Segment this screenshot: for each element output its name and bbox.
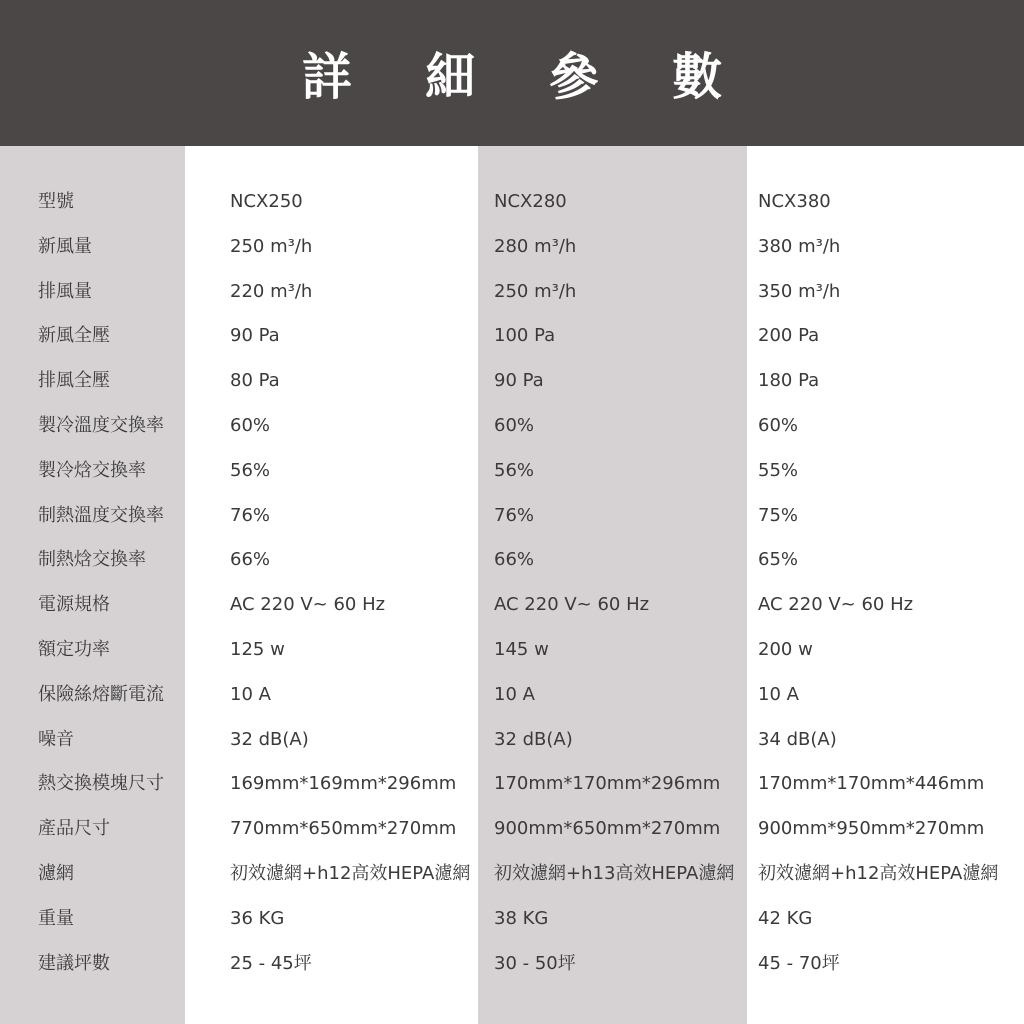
spec-value-model-b: 32 dB(A) [494, 728, 573, 750]
spec-row [0, 180, 1024, 225]
page-title: 詳 細 參 數 [301, 48, 751, 106]
spec-label: 建議坪數 [38, 952, 110, 974]
spec-value-model-a: 10 A [230, 683, 271, 705]
spec-value-model-a: 169mm*169mm*296mm [230, 773, 457, 795]
spec-value-model-b: 10 A [494, 683, 535, 705]
spec-label: 保險絲熔斷電流 [38, 683, 164, 705]
spec-value-model-a: AC 220 V~ 60 Hz [230, 594, 386, 616]
spec-value-model-c: 170mm*170mm*446mm [758, 773, 985, 795]
spec-label: 濾網 [38, 862, 74, 884]
spec-value-model-c: 55% [758, 459, 799, 481]
spec-value-model-a: 32 dB(A) [230, 728, 309, 750]
spec-value-model-c: AC 220 V~ 60 Hz [758, 594, 914, 616]
spec-row [0, 897, 1024, 942]
spec-value-model-b: 900mm*650mm*270mm [494, 818, 721, 840]
spec-row [0, 762, 1024, 807]
spec-value-model-b: 38 KG [494, 907, 549, 929]
spec-label: 熱交換模塊尺寸 [38, 773, 164, 795]
spec-label: 製冷溫度交換率 [38, 414, 164, 436]
spec-value-model-c: 380 m³/h [758, 235, 841, 257]
spec-value-model-a: 125 w [230, 638, 285, 660]
page-header [0, 0, 1024, 146]
spec-value-model-a: 66% [230, 549, 271, 571]
spec-label: 型號 [38, 191, 74, 212]
spec-value-model-c: 200 w [758, 638, 813, 660]
spec-value-model-c: 350 m³/h [758, 280, 841, 302]
spec-value-model-b: 初效濾網+h13高效HEPA濾網 [494, 862, 735, 884]
spec-label: 產品尺寸 [38, 818, 110, 840]
spec-row [0, 583, 1024, 628]
spec-table [0, 180, 1024, 986]
spec-row [0, 942, 1024, 987]
spec-row [0, 359, 1024, 404]
spec-label: 制熱溫度交換率 [38, 504, 164, 526]
spec-value-model-c: 45 - 70坪 [758, 952, 840, 974]
spec-label: 排風量 [38, 280, 92, 302]
spec-value-model-c: 65% [758, 549, 799, 571]
spec-row [0, 270, 1024, 315]
spec-value-model-b: 66% [494, 549, 535, 571]
spec-row [0, 852, 1024, 897]
spec-row [0, 449, 1024, 494]
spec-label: 噪音 [38, 728, 74, 750]
spec-label: 新風量 [38, 235, 92, 257]
spec-row [0, 314, 1024, 359]
spec-value-model-c: 42 KG [758, 907, 813, 929]
spec-value-model-b: 280 m³/h [494, 235, 577, 257]
spec-value-model-c: 初效濾網+h12高效HEPA濾網 [758, 862, 999, 884]
spec-value-model-c: NCX380 [758, 191, 831, 212]
spec-label: 電源規格 [38, 594, 110, 616]
spec-value-model-c: 180 Pa [758, 370, 820, 392]
spec-value-model-b: AC 220 V~ 60 Hz [494, 594, 650, 616]
spec-value-model-b: 76% [494, 504, 535, 526]
spec-value-model-a: 80 Pa [230, 370, 280, 392]
spec-row [0, 494, 1024, 539]
spec-label: 製冷焓交換率 [38, 459, 146, 481]
spec-value-model-a: 25 - 45坪 [230, 952, 312, 974]
spec-value-model-c: 34 dB(A) [758, 728, 837, 750]
spec-value-model-a: 250 m³/h [230, 235, 313, 257]
spec-label: 制熱焓交換率 [38, 549, 146, 571]
spec-row [0, 673, 1024, 718]
spec-row [0, 628, 1024, 673]
spec-value-model-a: NCX250 [230, 191, 303, 212]
spec-value-model-b: 90 Pa [494, 370, 544, 392]
spec-value-model-c: 10 A [758, 683, 799, 705]
spec-value-model-a: 220 m³/h [230, 280, 313, 302]
spec-value-model-b: NCX280 [494, 191, 567, 212]
spec-value-model-b: 145 w [494, 638, 549, 660]
spec-value-model-a: 56% [230, 459, 271, 481]
spec-value-model-a: 60% [230, 414, 271, 436]
spec-value-model-a: 初效濾網+h12高效HEPA濾網 [230, 862, 471, 884]
spec-value-model-b: 100 Pa [494, 325, 556, 347]
spec-row [0, 807, 1024, 852]
spec-value-model-b: 250 m³/h [494, 280, 577, 302]
spec-value-model-a: 90 Pa [230, 325, 280, 347]
spec-label: 新風全壓 [38, 325, 110, 347]
spec-value-model-c: 75% [758, 504, 799, 526]
spec-value-model-b: 30 - 50坪 [494, 952, 576, 974]
spec-value-model-c: 200 Pa [758, 325, 820, 347]
spec-row [0, 225, 1024, 270]
spec-value-model-a: 770mm*650mm*270mm [230, 818, 457, 840]
spec-value-model-a: 76% [230, 504, 271, 526]
spec-value-model-b: 56% [494, 459, 535, 481]
spec-label: 排風全壓 [38, 370, 110, 392]
spec-label: 重量 [38, 907, 74, 929]
spec-label: 額定功率 [38, 638, 110, 660]
spec-row [0, 718, 1024, 763]
spec-value-model-b: 60% [494, 414, 535, 436]
spec-row [0, 404, 1024, 449]
spec-value-model-a: 36 KG [230, 907, 285, 929]
spec-value-model-b: 170mm*170mm*296mm [494, 773, 721, 795]
spec-row [0, 538, 1024, 583]
spec-value-model-c: 900mm*950mm*270mm [758, 818, 985, 840]
spec-value-model-c: 60% [758, 414, 799, 436]
